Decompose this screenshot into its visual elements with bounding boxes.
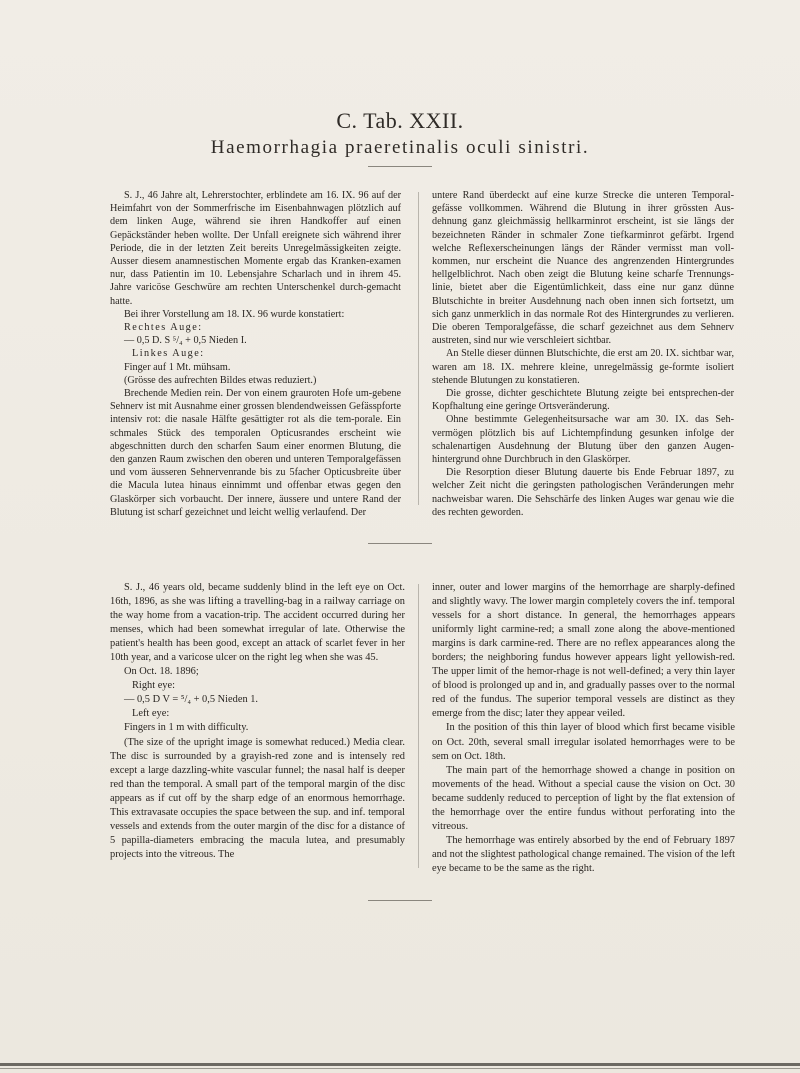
english-paragraph: On Oct. 18. 1896;: [124, 666, 199, 678]
english-paragraph: (The size of the upright image is somewhat reduced.) Media clear. The disc is surrounded by a grayish-red zone and is intensely red except a large dazzling-white vascular funnel; the nasal half is deeper red than the temporal. A small part of the temporal margin of the disc appears as if cut off by the sharp edge of an enormous hemorrhage. This extravasate occupies the space between the sup. and inf. temporal vessels and extends from the outer margin of the disc for a distance of 5 papilla-diameters embracing the macula lutea, and presumably projects into the vitreous. The: [110, 736, 405, 860]
english-paragraph: S. J., 46 years old, became suddenly blind in the left eye on Oct. 16th, 1896, as she was lifting a travelling-bag in a railway carriage on the way home from a vacation-trip. The accident occurred during her menses, which had been somewhat irregular of late. Otherwise the patient's health has been good, except an attack of scarlet fever in her 10th year, and a varicose ulcer on the right leg when she was 45.: [110, 582, 405, 664]
german-right-eye-label: Rechtes Auge:: [124, 322, 203, 334]
footer-divider: [368, 900, 432, 901]
german-paragraph: Die Resorption dieser Blutung dauerte bis Ende Februar 1897, zu welcher Zeit nicht die geringsten pathologischen Veränderungen mehr nachweisbar waren. Die Sehschärfe des linken Auges war genau wie die des rechten geworden.: [432, 467, 734, 518]
german-paragraph: untere Rand überdeckt auf eine kurze Strecke die unteren Temporal-gefässe vollkommen. Während die Blutung in ihrer grössten Aus-dehnung ganz gleichmässig hellkarminrot erscheint, ist sie längs der bezeichneten Ränder in schmaler Zone tiefkarminrot gefärbt. Irgend welche Reflexerscheinungen längs der Ränder vermisst man voll-kommen, nur erscheint die Nuance des angrenzenden Hintergrundes hellgelblichrot. Nach oben zeigt die Blutung keine scharfe Trennungs-linie, bietet aber die Eigentümlichkeit, dass eine nur ganz dünne Blutschichte in breiter Ausdehnung nach oben innen sich fortsetzt, um sich ganz unmerklich in das normale Rot des Hintergrundes zu verlieren. Die oberen Temporalgefässe, die scharf gezeichnet aus dem Sehnerv austreten, sind nur wie verschleiert sichtbar.: [432, 190, 734, 347]
english-paragraph: inner, outer and lower margins of the hemorrhage are sharply-defined and slightly wavy. The lower margin completely covers the inf. temporal vessels for a short distance. In general, the hemorrhages appears uniformly light carmine-red; a small zone along the above-mentioned margins is dark carmine-red. There are no reflex appearances along the borders; the neighboring fundus however appears light yellowish-red. The upper limit of the hemor-rhage is not well-defined; a very thin layer of blood is prolonged up and in, and gradually passes over to the normal red of the fundus. The superior temporal vessels are distinct as they emerge from the disc; later they appear veiled.: [432, 582, 735, 720]
german-paragraph: Ohne bestimmte Gelegenheitsursache war am 30. IX. das Seh-vermögen plötzlich bis auf Lichtempfindung gesunken infolge der schalenartigen Ausdehnung der Blutung über den ganzen Augen-hintergrund ohne Durchbruch in den Glaskörper.: [432, 414, 734, 466]
english-paragraph: The main part of the hemorrhage showed a change in position on movements of the head. Without a special cause the vision on Oct. 30 became suddenly reduced to perception of light by the flat extension of the hemorrhage over the entire fundus without perforating into the vitreous.: [432, 764, 735, 832]
plate-subtitle: Haemorrhagia praeretinalis oculi sinistri.: [210, 137, 590, 158]
title-divider: [368, 166, 432, 167]
german-right-column: [432, 189, 734, 519]
english-right-eye-label: Right eye:: [132, 680, 175, 692]
page-edge-rule: [0, 1063, 800, 1066]
german-left-eye-label: Linkes Auge:: [132, 348, 205, 360]
german-paragraph: Bei ihrer Vorstellung am 18. IX. 96 wurde konstatiert:: [124, 308, 345, 320]
german-paragraph: Brechende Medien rein. Der von einem grauroten Hofe um-gebene Sehnerv ist mit Ausnahme einer grossen blendendweissen Gefässpforte intensiv rot: die nasale Hälfte gesättigter rot als die tem-porale. Ein schmales Stück des temporalen Opticusrandes erscheint wie abgeschnitten durch den scharfen Saum einer enormen Blutung, die den ganzen Raum zwischen den oberen und unteren Temporalgefässen und vom äusseren Sehnervenrande bis zu 5facher Opticusbreite über die Macula lutea hinaus einnimmt und offenbar etwas gegen den Glaskörper sich vorbaucht. Der innere, äussere und untere Rand der Blutung ist scharf gezeichnet und leicht wellig verlaufend. Der: [110, 388, 401, 518]
plate-title: C. Tab. XXII.: [336, 108, 464, 133]
english-column-divider: [418, 584, 419, 868]
english-paragraph: The hemorrhage was entirely absorbed by the end of February 1897 and not the slightest pathological change remained. The vision of the left eye became to be the same as the right.: [432, 834, 735, 874]
german-paragraph: (Grösse des aufrechten Bildes etwas reduziert.): [124, 374, 317, 386]
german-left-eye-value: Finger auf 1 Mt. mühsam.: [124, 361, 231, 373]
english-right-column: [432, 581, 735, 876]
german-left-column: [110, 189, 401, 519]
german-paragraph: An Stelle dieser dünnen Blutschichte, die erst am 20. IX. sichtbar war, waren am 18. IX. mehrere kleine, unregelmässig ge-formte isoliert stehende Blutungen zu konstatieren.: [432, 348, 734, 386]
german-column-divider: [418, 192, 419, 505]
english-left-eye-label: Left eye:: [132, 708, 170, 720]
german-right-eye-value: — 0,5 D. S ⁵/₄ + 0,5 Nieden I.: [124, 335, 247, 347]
english-left-eye-value: Fingers in 1 m with difficulty.: [124, 722, 249, 734]
english-right-eye-value: — 0,5 D V = ⁵/₄ + 0,5 Nieden 1.: [124, 694, 259, 706]
english-paragraph: In the position of this thin layer of blood which first became visible on Oct. 20th, several small irregular isolated hemorrhages were to be sem on Oct. 18th.: [432, 722, 735, 762]
english-left-column: [110, 581, 405, 862]
section-divider: [368, 543, 432, 544]
page-edge-rule-thin: [0, 1068, 800, 1069]
german-paragraph: Die grosse, dichter geschichtete Blutung zeigte bei entsprechen-der Kopfhaltung eine geringe Ortsveränderung.: [432, 388, 734, 413]
german-paragraph: S. J., 46 Jahre alt, Lehrerstochter, erblindete am 16. IX. 96 auf der Heimfahrt von der Sommerfrische im Eisenbahnwagen plötzlich auf dem linken Auge, während sie ihren Handkoffer auf einen Gepäckständer heben wollte. Der Unfall ereignete sich während ihrer Periode, die in der letzten Zeit bereits Unregelmässigkeiten zeigte. Ausser diesem anamnestischen Momente ergab das Kranken-examen nur, dass Patientin im 10. Lebensjahre Scharlach und in ihrem 45. Jahre varicöse Geschwüre am rechten Unterschenkel durch-gemacht hatte.: [110, 190, 401, 307]
